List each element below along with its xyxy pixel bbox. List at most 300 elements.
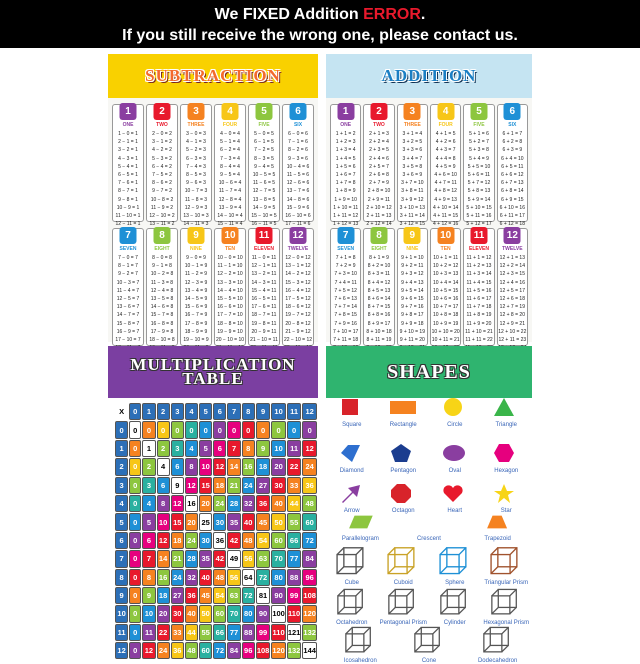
shape-label: Triangle bbox=[495, 422, 517, 428]
fact-card bbox=[430, 104, 461, 228]
crescent-icon bbox=[416, 512, 442, 532]
multiplication-title bbox=[130, 355, 296, 388]
fact-equations: 4 + 1 = 5 4 + 2 = 6 4 + 3 = 7 4 + 4 = 8 4 + 5 = 9 4 + 6 = 10 4 + 7 = 11 4 + 8 = 12 4 + 9 = 13 4 + 10 = 14 4 + 11 = 15 4 + 12 = 16 bbox=[433, 131, 459, 228]
product-cell: 36 bbox=[302, 477, 317, 494]
shape-label: Arrow bbox=[343, 508, 360, 514]
subtraction-header bbox=[108, 54, 318, 98]
product-cell: 45 bbox=[199, 587, 212, 604]
fact-equations: 10 − 0 = 10 11 − 1 = 10 12 − 2 = 10 13 − 3 = 10 14 − 4 = 10 15 − 5 = 10 16 − 6 = 10 17 − 7 = 10 18 − 8 = 10 19 − 9 = 10 20 − 10 = 10 bbox=[215, 255, 245, 344]
shape-label: Dodecahedron bbox=[477, 658, 518, 664]
shapes-title: SHAPES bbox=[387, 361, 471, 383]
product-cell: 6 bbox=[142, 532, 155, 549]
product-cell: 33 bbox=[287, 477, 302, 494]
product-cell: 25 bbox=[199, 513, 212, 530]
fact-equations: 6 + 1 = 7 6 + 2 = 8 6 + 3 = 9 6 + 4 = 10 6 + 5 = 11 6 + 6 = 12 6 + 7 = 13 6 + 8 = 14 6 + 9 = 15 6 + 10 = 16 6 + 11 = 17 6 + 12 = 18 bbox=[499, 131, 525, 228]
product-cell: 45 bbox=[256, 513, 271, 530]
column-header: 11 bbox=[287, 403, 302, 420]
fact-number-word: FOUR bbox=[438, 122, 453, 128]
crescent-shape bbox=[395, 512, 464, 542]
fact-number-badge: 3 bbox=[188, 103, 205, 120]
product-cell: 7 bbox=[227, 440, 240, 457]
product-cell: 3 bbox=[171, 440, 184, 457]
fact-equations: 6 − 0 = 6 7 − 1 = 6 8 − 2 = 6 9 − 3 = 6 10 − 4 = 6 11 − 5 = 6 12 − 6 = 6 13 − 7 = 6 14 − 8 = 6 15 − 9 = 6 16 − 10 = 6 17 − 11 = 6 bbox=[285, 131, 311, 228]
cone-icon bbox=[411, 624, 447, 654]
cube-shape bbox=[326, 544, 378, 586]
row-header: 0 bbox=[115, 421, 128, 438]
product-cell: 21 bbox=[227, 477, 240, 494]
shape-label: Oval bbox=[448, 468, 461, 474]
rectangle-shape bbox=[378, 396, 430, 428]
fact-number-badge: 10 bbox=[222, 227, 239, 244]
fact-number-word: TWELVE bbox=[287, 246, 309, 252]
icosahedron-shape bbox=[326, 624, 395, 664]
product-cell: 55 bbox=[199, 624, 212, 641]
hexagon-shape bbox=[481, 442, 533, 474]
circle-icon bbox=[441, 396, 469, 418]
square-icon bbox=[338, 396, 366, 418]
addition-facts-grid bbox=[330, 104, 528, 346]
product-cell: 0 bbox=[171, 421, 184, 438]
pentagonal-prism-shape bbox=[378, 586, 430, 626]
fact-number-word: TWO bbox=[156, 122, 168, 128]
column-header: 3 bbox=[171, 403, 184, 420]
shape-label: Cylinder bbox=[443, 620, 466, 626]
product-cell: 5 bbox=[142, 513, 155, 530]
product-cell: 44 bbox=[287, 495, 302, 512]
cylinder-icon bbox=[437, 586, 473, 616]
product-cell: 60 bbox=[302, 513, 317, 530]
product-cell: 5 bbox=[199, 440, 212, 457]
shape-label: Hexagonal Prism bbox=[483, 620, 530, 626]
fact-number-badge: 10 bbox=[437, 227, 454, 244]
product-cell: 24 bbox=[157, 642, 170, 659]
triangular-prism-shape bbox=[481, 544, 533, 586]
product-cell: 0 bbox=[256, 421, 271, 438]
parallelogram-icon bbox=[347, 512, 373, 532]
fact-number-word: ELEVEN bbox=[468, 246, 489, 252]
product-cell: 2 bbox=[157, 440, 170, 457]
product-cell: 14 bbox=[157, 550, 170, 567]
product-cell: 48 bbox=[302, 495, 317, 512]
fact-number-badge: 12 bbox=[290, 227, 307, 244]
fact-number-badge: 12 bbox=[504, 227, 521, 244]
product-cell: 50 bbox=[199, 605, 212, 622]
product-cell: 0 bbox=[129, 550, 141, 567]
multiplication-header bbox=[108, 346, 318, 398]
triangle-shape bbox=[481, 396, 533, 428]
pentagonal-prism-icon bbox=[385, 586, 421, 616]
oval-icon bbox=[441, 442, 469, 464]
fact-number-badge: 6 bbox=[504, 103, 521, 120]
oval-shape bbox=[429, 442, 481, 474]
product-cell: 63 bbox=[227, 587, 240, 604]
circle-shape bbox=[429, 396, 481, 428]
column-header: 10 bbox=[271, 403, 286, 420]
product-cell: 27 bbox=[256, 477, 271, 494]
product-cell: 70 bbox=[227, 605, 240, 622]
product-cell: 0 bbox=[185, 421, 198, 438]
product-cell: 2 bbox=[142, 458, 155, 475]
product-cell: 7 bbox=[142, 550, 155, 567]
fact-card bbox=[180, 228, 212, 346]
cube-icon bbox=[333, 544, 371, 576]
product-cell: 28 bbox=[227, 495, 240, 512]
fact-card bbox=[282, 104, 314, 228]
fact-equations: 12 − 0 = 12 13 − 1 = 12 14 − 2 = 12 15 − 3 = 12 16 − 4 = 12 17 − 5 = 12 18 − 6 = 12 19 − 7 = 12 20 − 8 = 12 21 − 9 = 12 22 − 10 = 12 bbox=[283, 255, 313, 344]
hexagon-icon bbox=[492, 442, 520, 464]
fact-equations: 7 − 0 = 7 8 − 1 = 7 9 − 2 = 7 10 − 3 = 7 11 − 4 = 7 12 − 5 = 7 13 − 6 = 7 14 − 7 = 7 15 − 8 = 7 16 − 9 = 7 17 − 10 = 7 bbox=[115, 255, 141, 344]
banner-text-a: We FIXED Addition bbox=[214, 6, 364, 23]
product-cell: 8 bbox=[142, 569, 155, 586]
star-icon bbox=[492, 482, 520, 504]
product-cell: 36 bbox=[256, 495, 271, 512]
product-cell: 99 bbox=[287, 587, 302, 604]
product-cell: 16 bbox=[242, 458, 255, 475]
product-cell: 20 bbox=[157, 605, 170, 622]
addition-header bbox=[326, 54, 532, 98]
fact-number-word: EIGHT bbox=[154, 246, 170, 252]
product-cell: 40 bbox=[271, 495, 286, 512]
fact-card bbox=[463, 104, 494, 228]
product-cell: 0 bbox=[157, 421, 170, 438]
subtraction-facts-grid bbox=[112, 104, 314, 346]
fact-card bbox=[397, 104, 428, 228]
product-cell: 81 bbox=[256, 587, 271, 604]
cone-shape bbox=[395, 624, 464, 664]
fact-equations: 7 + 1 = 8 7 + 2 = 9 7 + 3 = 10 7 + 4 = 11 7 + 5 = 12 7 + 6 = 13 7 + 7 = 14 7 + 8 = 15 7 + 9 = 16 7 + 10 = 17 7 + 11 = 18 bbox=[333, 255, 359, 344]
product-cell: 12 bbox=[213, 458, 226, 475]
product-cell: 66 bbox=[287, 532, 302, 549]
product-cell: 12 bbox=[171, 495, 184, 512]
row-header: 8 bbox=[115, 569, 128, 586]
banner-error-word: ERROR bbox=[363, 6, 421, 23]
column-header: 4 bbox=[185, 403, 198, 420]
shape-label: Triangular Prism bbox=[484, 580, 529, 586]
product-cell: 3 bbox=[142, 477, 155, 494]
fact-card bbox=[330, 104, 361, 228]
fact-equations: 9 + 1 = 10 9 + 2 = 11 9 + 3 = 12 9 + 4 = 13 9 + 5 = 14 9 + 6 = 15 9 + 7 = 16 9 + 8 = 17 9 + 9 = 18 9 + 10 = 19 9 + 11 = 20 bbox=[399, 255, 425, 344]
product-cell: 24 bbox=[242, 477, 255, 494]
product-cell: 12 bbox=[185, 477, 198, 494]
product-cell: 60 bbox=[213, 605, 226, 622]
column-header: 12 bbox=[302, 403, 317, 420]
fact-card bbox=[363, 104, 394, 228]
star-shape bbox=[481, 482, 533, 514]
product-cell: 30 bbox=[199, 532, 212, 549]
fact-number-badge: 5 bbox=[470, 103, 487, 120]
hexagonal-prism-icon bbox=[488, 586, 524, 616]
product-cell: 40 bbox=[185, 605, 198, 622]
shape-label: Trapezoid bbox=[484, 536, 511, 542]
product-cell: 24 bbox=[185, 532, 198, 549]
shape-label: Cube bbox=[344, 580, 359, 586]
fact-number-badge: 5 bbox=[256, 103, 273, 120]
subtraction-title: SUBTRACTION bbox=[145, 66, 281, 85]
product-cell: 10 bbox=[271, 440, 286, 457]
product-cell: 121 bbox=[287, 624, 302, 641]
fact-number-word: FIVE bbox=[258, 122, 270, 128]
fact-number-word: THREE bbox=[403, 122, 421, 128]
fact-number-word: NINE bbox=[406, 246, 419, 252]
product-cell: 110 bbox=[271, 624, 286, 641]
product-cell: 0 bbox=[287, 421, 302, 438]
product-cell: 88 bbox=[242, 624, 255, 641]
fact-number-badge: 8 bbox=[154, 227, 171, 244]
shape-label: Heart bbox=[447, 508, 463, 514]
product-cell: 11 bbox=[287, 440, 302, 457]
fact-number-badge: 9 bbox=[404, 227, 421, 244]
column-header: 9 bbox=[256, 403, 271, 420]
product-cell: 1 bbox=[142, 440, 155, 457]
promo-banner bbox=[0, 0, 640, 48]
column-header: 1 bbox=[142, 403, 155, 420]
fact-number-word: SEVEN bbox=[337, 246, 355, 252]
product-cell: 100 bbox=[271, 605, 286, 622]
product-cell: 0 bbox=[129, 421, 141, 438]
product-cell: 14 bbox=[227, 458, 240, 475]
product-cell: 90 bbox=[271, 587, 286, 604]
product-cell: 16 bbox=[157, 569, 170, 586]
product-cell: 108 bbox=[302, 587, 317, 604]
product-cell: 48 bbox=[242, 532, 255, 549]
fact-card bbox=[330, 228, 361, 346]
fact-card bbox=[397, 228, 428, 346]
trapezoid-icon bbox=[485, 512, 511, 532]
fact-card bbox=[248, 104, 280, 228]
fact-card bbox=[430, 228, 461, 346]
addition-poster bbox=[326, 54, 532, 342]
shape-label: Circle bbox=[447, 422, 463, 428]
product-cell: 0 bbox=[129, 642, 141, 659]
product-cell: 77 bbox=[287, 550, 302, 567]
shape-label: Diamond bbox=[339, 468, 364, 474]
product-cell: 0 bbox=[142, 421, 155, 438]
fact-card bbox=[112, 104, 144, 228]
product-cell: 0 bbox=[271, 421, 286, 438]
product-cell: 54 bbox=[213, 587, 226, 604]
product-cell: 4 bbox=[185, 440, 198, 457]
product-cell: 36 bbox=[213, 532, 226, 549]
product-cell: 0 bbox=[213, 421, 226, 438]
fact-equations: 2 − 0 = 2 3 − 1 = 2 4 − 2 = 2 5 − 3 = 2 6 − 4 = 2 7 − 5 = 2 8 − 6 = 2 9 − 7 = 2 10 − 8 = 2 11 − 9 = 2 12 − 10 = 2 13 − 11 = 2 bbox=[149, 131, 175, 228]
octahedron-icon bbox=[334, 586, 370, 616]
product-cell: 35 bbox=[227, 513, 240, 530]
product-cell: 96 bbox=[242, 642, 255, 659]
sphere-shape bbox=[429, 544, 481, 586]
product-cell: 66 bbox=[213, 624, 226, 641]
fact-number-word: NINE bbox=[190, 246, 202, 252]
product-cell: 4 bbox=[157, 458, 170, 475]
fact-equations: 11 − 0 = 11 12 − 1 = 11 13 − 2 = 11 14 − 3 = 11 15 − 4 = 11 16 − 5 = 11 17 − 6 = 11 18 − 7 = 11 19 − 8 = 11 20 − 9 = 11 21 − 10 = 11 bbox=[250, 255, 278, 344]
triangular-prism-icon bbox=[487, 544, 525, 576]
octahedron-shape bbox=[326, 586, 378, 626]
square-shape bbox=[326, 396, 378, 428]
product-cell: 0 bbox=[129, 495, 141, 512]
multiplication-poster bbox=[108, 346, 318, 656]
octagon-icon bbox=[389, 482, 417, 504]
product-cell: 0 bbox=[302, 421, 317, 438]
product-cell: 24 bbox=[213, 495, 226, 512]
fact-number-word: ONE bbox=[340, 122, 352, 128]
arrow-icon bbox=[338, 482, 366, 504]
product-cell: 15 bbox=[171, 513, 184, 530]
product-cell: 108 bbox=[256, 642, 271, 659]
product-cell: 0 bbox=[129, 624, 141, 641]
fact-card bbox=[180, 104, 212, 228]
fact-card bbox=[282, 228, 314, 346]
fact-equations: 8 + 1 = 9 8 + 2 = 10 8 + 3 = 11 8 + 4 = 12 8 + 5 = 13 8 + 6 = 14 8 + 7 = 15 8 + 8 = 16 8 + 9 = 17 8 + 10 = 18 8 + 11 = 19 bbox=[366, 255, 392, 344]
product-cell: 6 bbox=[213, 440, 226, 457]
fact-number-word: FOUR bbox=[222, 122, 238, 128]
product-cell: 6 bbox=[157, 477, 170, 494]
product-cell: 88 bbox=[287, 569, 302, 586]
product-cell: 16 bbox=[185, 495, 198, 512]
fact-card bbox=[214, 104, 246, 228]
fact-number-word: SEVEN bbox=[119, 246, 137, 252]
fact-number-word: SIX bbox=[508, 122, 517, 128]
product-cell: 0 bbox=[129, 477, 141, 494]
fact-card bbox=[363, 228, 394, 346]
product-cell: 56 bbox=[242, 550, 255, 567]
product-cell: 22 bbox=[287, 458, 302, 475]
product-cell: 6 bbox=[171, 458, 184, 475]
product-cell: 77 bbox=[227, 624, 240, 641]
product-cell: 120 bbox=[271, 642, 286, 659]
fact-equations: 3 − 0 = 3 4 − 1 = 3 5 − 2 = 3 6 − 3 = 3 7 − 4 = 3 8 − 5 = 3 9 − 6 = 3 10 − 7 = 3 11 − 8 = 3 12 − 9 = 3 13 − 10 = 3 14 − 11 = 3 bbox=[183, 131, 209, 228]
product-cell: 30 bbox=[171, 605, 184, 622]
product-cell: 9 bbox=[171, 477, 184, 494]
product-cell: 64 bbox=[242, 569, 255, 586]
shape-label: Cone bbox=[421, 658, 437, 664]
product-cell: 0 bbox=[129, 587, 141, 604]
product-cell: 35 bbox=[199, 550, 212, 567]
heart-icon bbox=[441, 482, 469, 504]
product-cell: 18 bbox=[171, 532, 184, 549]
product-cell: 32 bbox=[185, 569, 198, 586]
shape-label: Pentagonal Prism bbox=[379, 620, 427, 626]
product-cell: 20 bbox=[199, 495, 212, 512]
fact-card bbox=[214, 228, 246, 346]
row-header: 6 bbox=[115, 532, 128, 549]
triangle-icon bbox=[492, 396, 520, 418]
product-cell: 0 bbox=[129, 532, 141, 549]
product-cell: 33 bbox=[171, 624, 184, 641]
product-cell: 120 bbox=[302, 605, 317, 622]
fact-number-badge: 11 bbox=[470, 227, 487, 244]
row-header: 4 bbox=[115, 495, 128, 512]
fact-equations: 1 + 1 = 2 1 + 2 = 3 1 + 3 = 4 1 + 4 = 5 1 + 5 = 6 1 + 6 = 7 1 + 7 = 8 1 + 8 = 9 1 + 9 = 10 1 + 10 = 11 1 + 11 = 12 1 + 12 = 13 bbox=[333, 131, 359, 228]
octagon-shape bbox=[378, 482, 430, 514]
product-cell: 42 bbox=[227, 532, 240, 549]
diamond-shape bbox=[326, 442, 378, 474]
product-cell: 60 bbox=[199, 642, 212, 659]
banner-period: . bbox=[420, 6, 426, 23]
arrow-shape bbox=[326, 482, 378, 514]
fact-number-badge: 6 bbox=[290, 103, 307, 120]
product-cell: 12 bbox=[157, 532, 170, 549]
fact-card bbox=[463, 228, 494, 346]
product-cell: 15 bbox=[199, 477, 212, 494]
multiplication-title-line2: TABLE bbox=[182, 369, 244, 388]
shape-label: Hexagon bbox=[494, 468, 519, 474]
product-cell: 96 bbox=[302, 569, 317, 586]
parallelogram-shape bbox=[326, 512, 395, 542]
cylinder-shape bbox=[429, 586, 481, 626]
product-cell: 50 bbox=[271, 513, 286, 530]
product-cell: 80 bbox=[271, 569, 286, 586]
product-cell: 18 bbox=[256, 458, 271, 475]
product-cell: 54 bbox=[256, 532, 271, 549]
product-cell: 8 bbox=[157, 495, 170, 512]
fact-equations: 11 + 1 = 12 11 + 2 = 13 11 + 3 = 14 11 + 4 = 15 11 + 5 = 16 11 + 6 = 17 11 + 7 = 18 11 + 8 = 19 11 + 9 = 20 11 + 10 = 21 11 + 11 = 22 bbox=[465, 255, 493, 344]
fact-equations: 5 − 0 = 5 6 − 1 = 5 7 − 2 = 5 8 − 3 = 5 9 − 4 = 5 10 − 5 = 5 11 − 6 = 5 12 − 7 = 5 13 − 8 = 5 14 − 9 = 5 15 − 10 = 5 16 − 11 = 5 bbox=[251, 131, 277, 228]
column-header: 0 bbox=[129, 403, 141, 420]
product-cell: 90 bbox=[256, 605, 271, 622]
shape-label: Octagon bbox=[391, 508, 415, 514]
product-cell: 0 bbox=[129, 440, 141, 457]
product-cell: 72 bbox=[213, 642, 226, 659]
product-cell: 21 bbox=[171, 550, 184, 567]
product-cell: 63 bbox=[256, 550, 271, 567]
shape-label: Cuboid bbox=[393, 580, 413, 586]
row-header: 11 bbox=[115, 624, 128, 641]
pentagon-icon bbox=[389, 442, 417, 464]
product-cell: 24 bbox=[171, 569, 184, 586]
row-header: 9 bbox=[115, 587, 128, 604]
fact-number-word: TWO bbox=[373, 122, 385, 128]
fact-number-badge: 4 bbox=[437, 103, 454, 120]
product-cell: 70 bbox=[271, 550, 286, 567]
banner-line-2: If you still receive the wrong one, please contact us. bbox=[122, 27, 518, 44]
product-cell: 4 bbox=[142, 495, 155, 512]
row-header: 1 bbox=[115, 440, 128, 457]
product-cell: 28 bbox=[185, 550, 198, 567]
product-cell: 9 bbox=[256, 440, 271, 457]
fact-equations: 9 − 0 = 9 10 − 1 = 9 11 − 2 = 9 12 − 3 = 9 13 − 4 = 9 14 − 5 = 9 15 − 6 = 9 16 − 7 = 9 17 − 8 = 9 18 − 9 = 9 19 − 10 = 9 bbox=[183, 255, 209, 344]
fact-card bbox=[112, 228, 144, 346]
product-cell: 12 bbox=[302, 440, 317, 457]
product-cell: 49 bbox=[227, 550, 240, 567]
product-cell: 80 bbox=[242, 605, 255, 622]
fact-number-badge: 1 bbox=[337, 103, 354, 120]
fact-number-word: EIGHT bbox=[371, 246, 387, 252]
fact-equations: 1 − 0 = 1 2 − 1 = 1 3 − 2 = 1 4 − 3 = 1 5 − 4 = 1 6 − 5 = 1 7 − 6 = 1 8 − 7 = 1 9 − 8 = 1 10 − 9 = 1 11 − 10 = 1 12 − 11 = 1 bbox=[115, 131, 141, 228]
fact-equations: 12 + 1 = 13 12 + 2 = 14 12 + 3 = 15 12 + 4 = 16 12 + 5 = 17 12 + 6 = 18 12 + 7 = 19 12 + 8 = 20 12 + 9 = 21 12 + 10 = 22 12 + 11 = 23 bbox=[498, 255, 527, 344]
product-cell: 27 bbox=[171, 587, 184, 604]
product-cell: 24 bbox=[302, 458, 317, 475]
product-cell: 60 bbox=[271, 532, 286, 549]
product-cell: 48 bbox=[185, 642, 198, 659]
shape-label: Square bbox=[342, 422, 362, 428]
product-cell: 36 bbox=[185, 587, 198, 604]
product-cell: 9 bbox=[142, 587, 155, 604]
product-cell: 0 bbox=[129, 569, 141, 586]
product-cell: 0 bbox=[129, 458, 141, 475]
product-cell: 56 bbox=[227, 569, 240, 586]
column-header: 8 bbox=[242, 403, 255, 420]
shape-label: Sphere bbox=[445, 580, 465, 586]
product-cell: 10 bbox=[157, 513, 170, 530]
product-cell: 132 bbox=[287, 642, 302, 659]
shape-label: Crescent bbox=[416, 536, 441, 542]
fact-number-badge: 3 bbox=[404, 103, 421, 120]
cuboid-icon bbox=[384, 544, 422, 576]
product-cell: 36 bbox=[171, 642, 184, 659]
fact-card bbox=[146, 228, 178, 346]
shapes-poster bbox=[326, 346, 532, 664]
rectangle-icon bbox=[389, 396, 417, 418]
column-header: 5 bbox=[199, 403, 212, 420]
